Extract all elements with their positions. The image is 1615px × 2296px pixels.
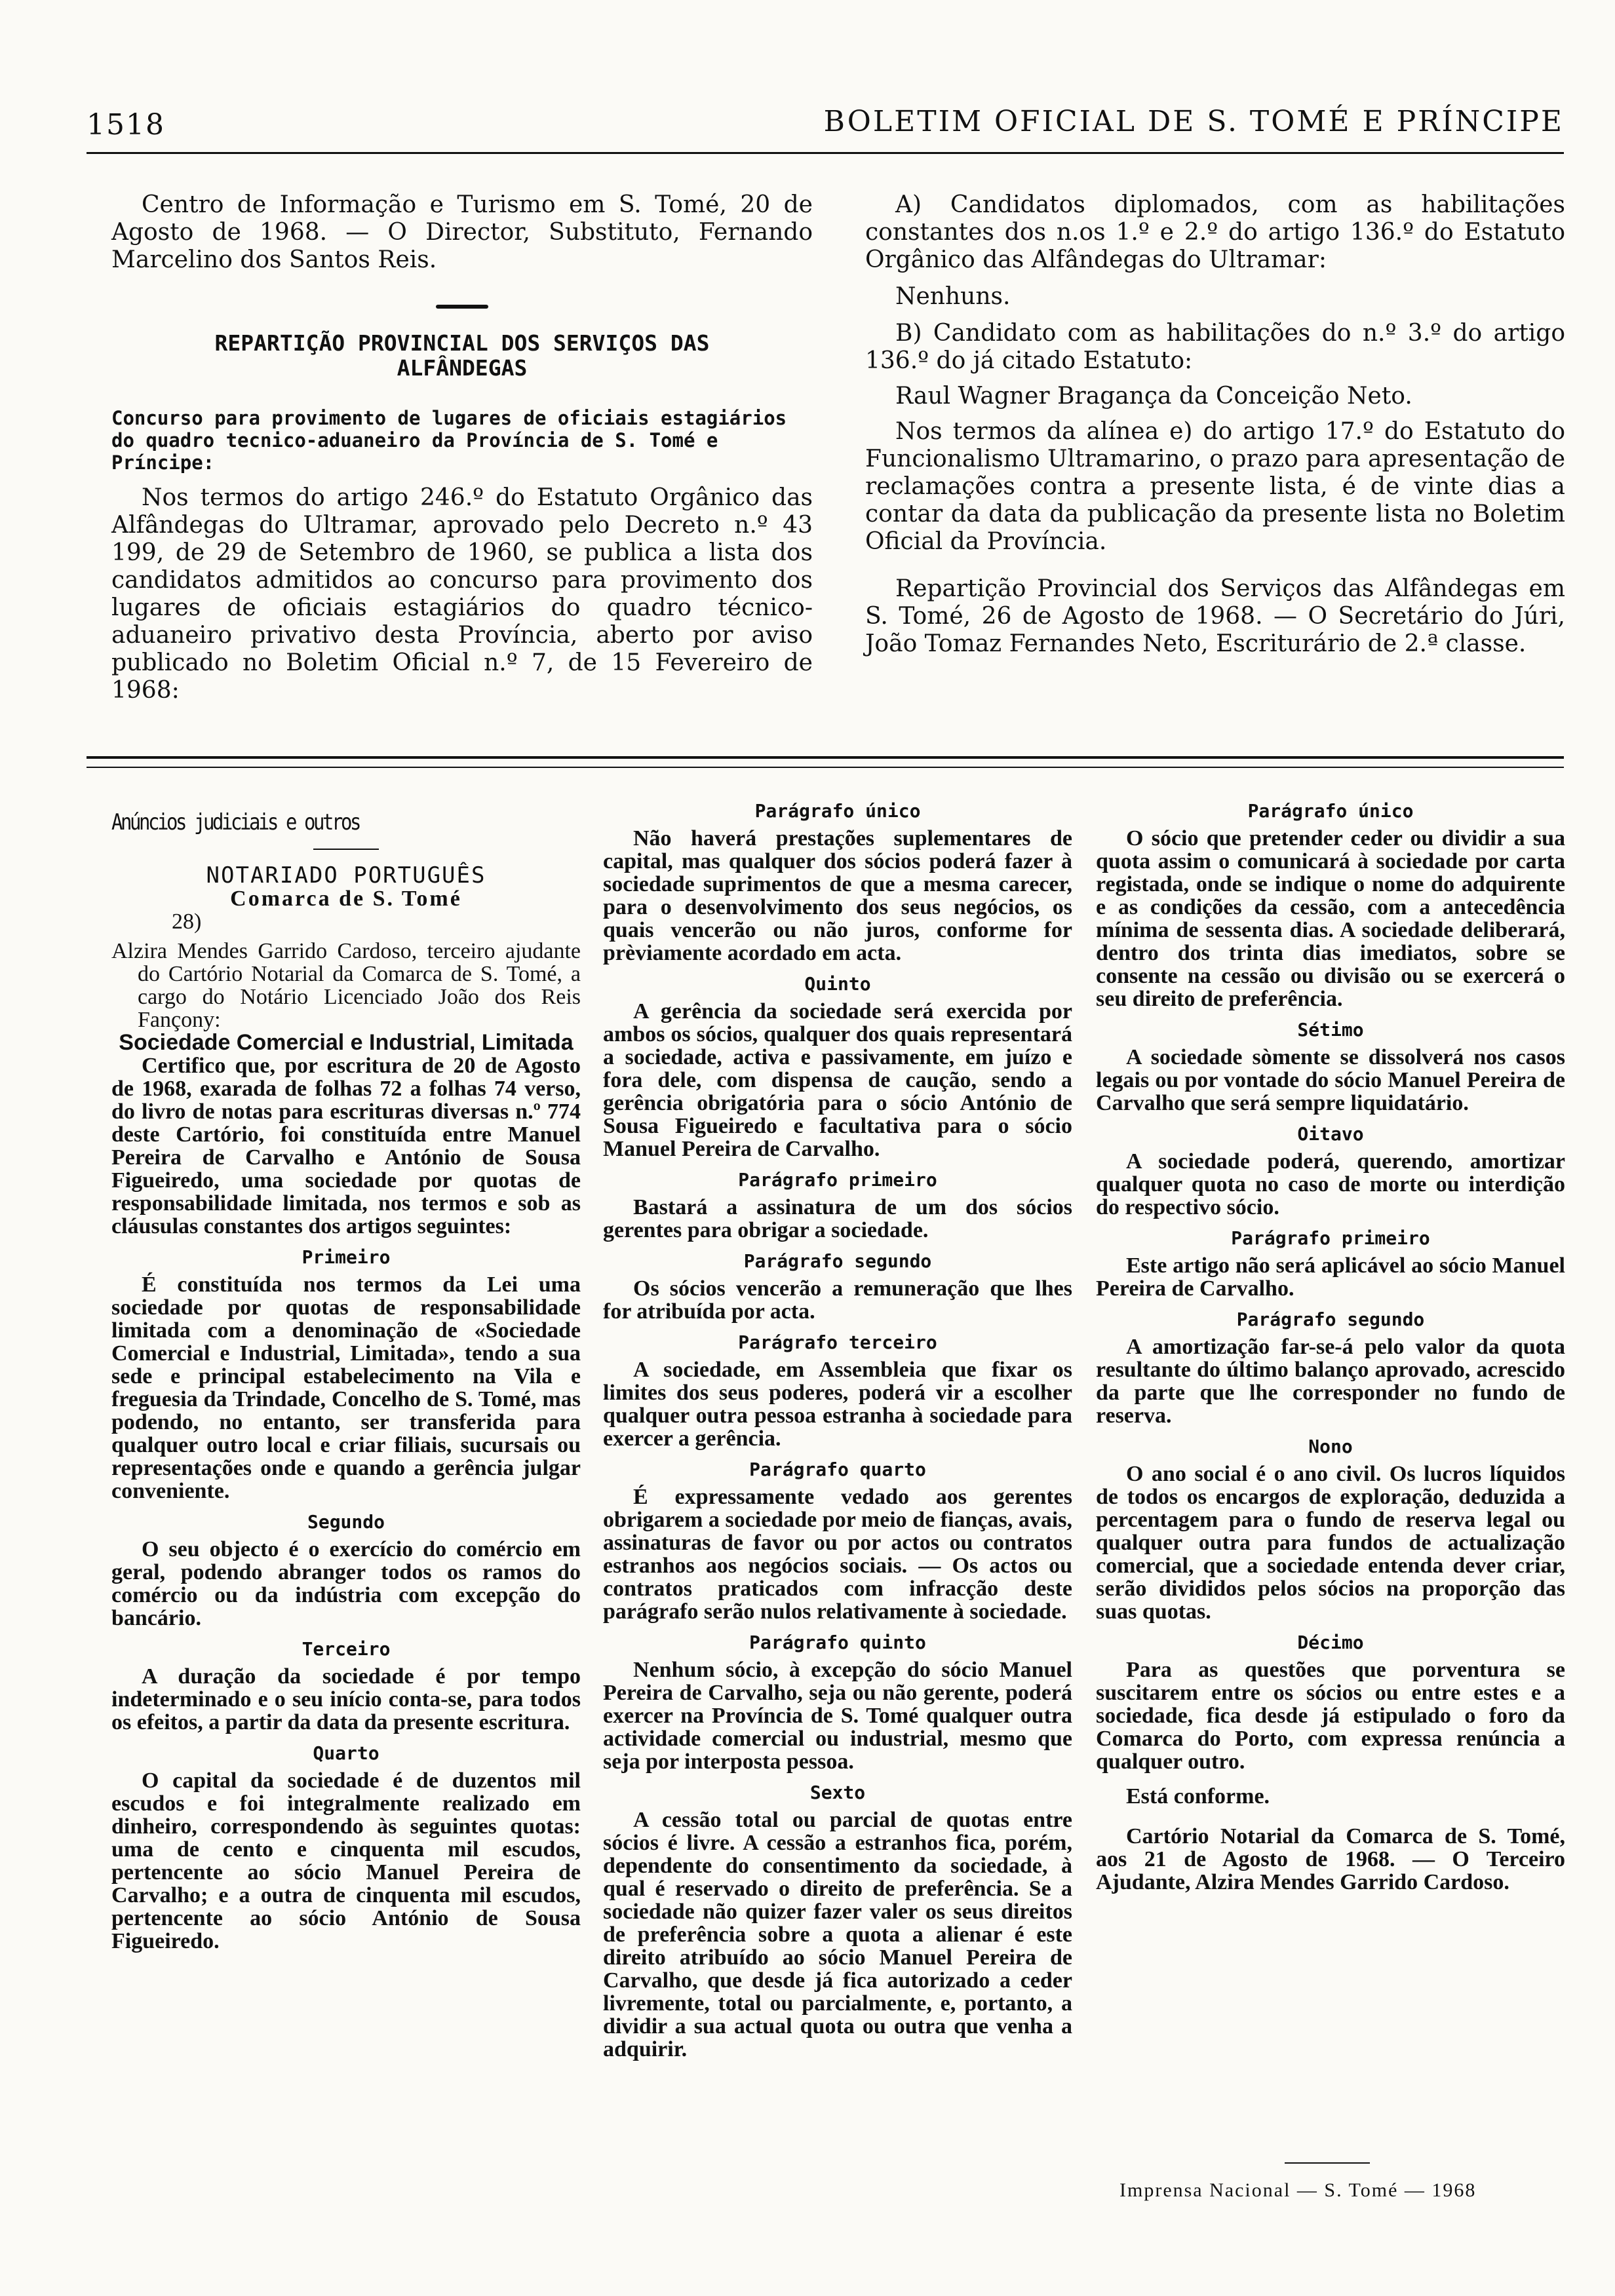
candidates-b: B) Candidato com as habilitações do n.º 3.º do artigo 136.º do já citado Estatuto: xyxy=(865,320,1565,374)
article-par2: Os sócios vencerão a remuneração que lhes for atribuída por acta. xyxy=(603,1276,1072,1324)
article-nono: O ano social é o ano civil. Os lucros líquidos de todos os encargos de exploração, deduzida a percentagem para o fundo de reserva legal ou qualquer outra para fundos de actualização comercial, que a sociedade entenda dever criar, serão divididos pelos sócios na proporção das suas quotas. xyxy=(1096,1462,1565,1624)
article-sexto: A cessão total ou parcial de quotas entre sócios é livre. A cessão a estranhos fica, porém, dependente do consentimento da sociedade, à qual é reservado o direito de preferência. Se a sociedade não quizer fazer valer os seus direitos de preferência sobre a quota a alienar é este direito atribuído ao sócio Manuel Pereira de Carvalho, que desde já fica autorizado a ceder livremente, total ou parcialmente, e, portanto, a dividir a sua actual quota ou outra que venha a adquirir. xyxy=(603,1808,1072,2061)
upper-right-column xyxy=(865,191,1565,658)
notary-intro: Alzira Mendes Garrido Cardoso, terceiro ajudante do Cartório Notarial da Comarca de S. Tomé, a cargo do Notário Licenciado João dos Reis Fançony: xyxy=(111,939,581,1032)
tourism-signoff: Centro de Informação e Turismo em S. Tomé, 20 de Agosto de 1968. — O Director, Substituto, Fernando Marcelino dos Santos Reis. xyxy=(111,191,813,273)
candidates-a: A) Candidatos diplomados, com as habilitações constantes dos n.os 1.º e 2.º do artigo 136.º do Estatuto Orgânico das Alfândegas do Ultramar: xyxy=(865,191,1565,273)
article-oitavo: A sociedade poderá, querendo, amortizar qualquer quota no caso de morte ou interdição do respectivo sócio. xyxy=(1096,1149,1565,1219)
article-par3: A sociedade, em Assembleia que fixar os limites dos seus poderes, poderá vir a escolher qualquer outra pessoa estranha à sociedade para exercer a gerência. xyxy=(603,1358,1072,1451)
article-segundo: O seu objecto é o exercício do comércio em geral, podendo abranger todos os ramos do comércio ou da indústria com excepção do bancário. xyxy=(111,1537,581,1630)
article-setimo-title: Sétimo xyxy=(1297,1019,1364,1041)
article-quarto: O capital da sociedade é de duzentos mil escudos e foi integralmente realizado em dinheiro, correspondendo às seguintes quotas: uma de cento e cinquenta mil escudos, pertencente ao sócio Manuel Pereira de Carvalho; e a outra de cinquenta mil escudos, pertencente ao sócio António de Sousa Figueiredo. xyxy=(111,1769,581,1953)
article-par-unico-title: Parágrafo único xyxy=(754,800,921,822)
header-rule xyxy=(87,152,1564,154)
article-setimo: A sociedade sòmente se dissolverá nos casos legais ou por vontade do sócio Manuel Pereira de Carvalho que será sempre liquidatário. xyxy=(1096,1045,1565,1115)
article-par5-title: Parágrafo quinto xyxy=(749,1632,926,1653)
article-nono-title: Nono xyxy=(1308,1436,1353,1457)
certifico-paragraph: Certifico que, por escritura de 20 de Agosto de 1968, exarada de folhas 72 a folhas 74 verso, do livro de notas para escrituras diversas n.º 774 deste Cartório, foi constituída entre Manuel Pereira de Carvalho e António de Sousa Figueiredo, uma sociedade por quotas de responsabilidade limitada, nos termos e sob as cláusulas constantes dos artigos seguintes: xyxy=(111,1054,581,1238)
article-decimo: Para as questões que porventura se suscitarem entre os sócios ou entre estes e a sociedade, fica desde já estipulado o foro da Comarca do Porto, com expressa renúncia a qualquer outro. xyxy=(1096,1658,1565,1774)
article-par1: Bastará a assinatura de um dos sócios gerentes para obrigar a sociedade. xyxy=(603,1195,1072,1242)
title-rule xyxy=(313,849,379,850)
candidates-b-list: Raul Wagner Bragança da Conceição Neto. xyxy=(895,383,1412,410)
jury-signature: Repartição Provincial dos Serviços das Alfândegas em S. Tomé, 26 de Agosto de 1968. — O Secretário do Júri, João Tomaz Fernandes Neto, Escriturário de 2.ª classe. xyxy=(865,575,1565,657)
imprint-line: Imprensa Nacional — S. Tomé — 1968 xyxy=(1119,2179,1477,2201)
section-heading: REPARTIÇÃO PROVINCIAL DOS SERVIÇOS DAS ALFÂNDEGAS xyxy=(214,330,710,381)
concurso-subheading: Concurso para provimento de lugares de oficiais estagiários do quadro tecnico-aduaneiro da Província de S. Tomé e Príncipe: xyxy=(111,407,787,474)
article-quinto-title: Quinto xyxy=(804,973,871,995)
candidates-a-list: Nenhuns. xyxy=(895,283,1011,310)
conforme-line: Está conforme. xyxy=(1126,1784,1270,1808)
claims-notice: Nos termos da alínea e) do artigo 17.º do Estatuto do Funcionalismo Ultramarino, o prazo para apresentação de reclamações contra a presente lista, é de vinte dias a contar da data da publicação da presente lista no Boletim Oficial da Província. xyxy=(865,418,1565,555)
article-primeiro: É constituída nos termos da Lei uma sociedade por quotas de responsabilidade limitada com a denominação de «Sociedade Comercial e Industrial, Limitada», tendo a sua sede e principal estabelecimento na Vila e freguesia da Trindade, Concelho de S. Tomé, mas podendo, no entanto, ser transferida para qualquer outro local e criar filiais, sucursais ou representações onde e quando a gerência julgar conveniente. xyxy=(111,1272,581,1503)
article-par-unico: Não haverá prestações suplementares de capital, mas qualquer dos sócios poderá fazer à sociedade suprimentos de que a mesma carecer, para o desenvolvimento dos seus negócios, os quais vencerão ou não juros, conforme for prèviamente acordado em acta. xyxy=(603,826,1072,965)
closing-signature: Cartório Notarial da Comarca de S. Tomé, aos 21 de Agosto de 1968. — O Terceiro Ajudante, Alzira Mendes Garrido Cardoso. xyxy=(1096,1824,1565,1894)
article-primeiro-title: Primeiro xyxy=(302,1246,391,1268)
article-sexto-title: Sexto xyxy=(809,1782,866,1803)
article-quinto: A gerência da sociedade será exercida por ambos os sócios, qualquer dos quais representará a sociedade, activa e passivamente, em juízo e fora dele, com dispensa de caução, sendo a gerência obrigatória para o sócio António de Sousa Figueiredo e facultativa para o sócio Manuel Pereira de Carvalho. xyxy=(603,999,1072,1161)
article-terceiro: A duração da sociedade é por tempo indeterminado e o seu início conta-se, para todos os efeitos, a partir da data da presente escritura. xyxy=(111,1664,581,1734)
article-par4-title: Parágrafo quarto xyxy=(749,1459,926,1480)
oitavo-par2: A amortização far-se-á pelo valor da quota resultante do último balanço aprovado, acrescido da parte que lhe corresponder no fundo de reserva. xyxy=(1096,1335,1565,1428)
article-terceiro-title: Terceiro xyxy=(302,1638,391,1660)
announcement-number: 28) xyxy=(172,909,202,934)
notariado-heading: NOTARIADO PORTUGUÊS xyxy=(206,862,486,889)
publication-title: BOLETIM OFICIAL DE S. TOMÉ E PRÍNCIPE xyxy=(823,105,1564,138)
announcements-title: Anúncios judiciais e outros xyxy=(111,809,359,835)
article-par2-title: Parágrafo segundo xyxy=(743,1250,932,1272)
comarca-heading: Comarca de S. Tomé xyxy=(230,887,462,911)
oitavo-par2-title: Parágrafo segundo xyxy=(1236,1309,1425,1330)
article-decimo-title: Décimo xyxy=(1297,1632,1364,1653)
oitavo-par1-title: Parágrafo primeiro xyxy=(1231,1227,1430,1249)
lower-column-3 xyxy=(1096,801,1565,1894)
concurso-body: Nos termos do artigo 246.º do Estatuto Orgânico das Alfândegas do Ultramar, aprovado pelo Decreto n.º 43 199, de 29 de Setembro de 1960, se publica a lista dos candidatos admitidos ao concurso para provimento dos lugares de oficiais estagiários do quadro técnico-aduaneiro privativo desta Província, aberto por aviso publicado no Boletim Oficial n.º 7, de 15 Fevereiro de 1968: xyxy=(111,484,813,704)
article-par1-title: Parágrafo primeiro xyxy=(738,1169,937,1191)
footer-rule xyxy=(1285,2162,1370,2164)
article-par4: É expressamente vedado aos gerentes obrigarem a sociedade por meio de fianças, avais, assinaturas de favor ou por actos ou contratos estranhos aos negócios sociais. — Os actos ou contratos praticados com infracção deste parágrafo serão nulos relativamente à sociedade. xyxy=(603,1485,1072,1624)
company-name: Sociedade Comercial e Industrial, Limitada xyxy=(119,1030,574,1055)
page-number: 1518 xyxy=(87,108,165,142)
article-quarto-title: Quarto xyxy=(313,1742,379,1764)
section-divider-thin xyxy=(87,767,1564,768)
oitavo-par1: Este artigo não será aplicável ao sócio Manuel Pereira de Carvalho. xyxy=(1096,1253,1565,1301)
article-segundo-title: Segundo xyxy=(307,1511,385,1533)
article-oitavo-title: Oitavo xyxy=(1297,1123,1364,1145)
sexto-par-unico: O sócio que pretender ceder ou dividir a sua quota assim o comunicará à sociedade por carta registada, onde se indique o nome do adquirente e as condições da cessão, com a antecedência mínima de sessenta dias. A sociedade deliberará, dentro dos trinta dias imediatos, sobre se consente na cessão ou divisão ou se exercerá o seu direito de preferência. xyxy=(1096,826,1565,1011)
lower-column-1 xyxy=(111,811,581,1953)
sexto-par-unico-title: Parágrafo único xyxy=(1247,800,1414,822)
separator-ornament xyxy=(111,299,813,311)
upper-left-column xyxy=(111,191,813,704)
lower-column-2 xyxy=(603,801,1072,2061)
article-par3-title: Parágrafo terceiro xyxy=(738,1331,937,1353)
article-par5: Nenhum sócio, à excepção do sócio Manuel Pereira de Carvalho, seja ou não gerente, poderá exercer na Província de S. Tomé qualquer outra actividade comercial ou industrial, mesmo que seja por interposta pessoa. xyxy=(603,1658,1072,1774)
section-divider xyxy=(87,756,1564,759)
